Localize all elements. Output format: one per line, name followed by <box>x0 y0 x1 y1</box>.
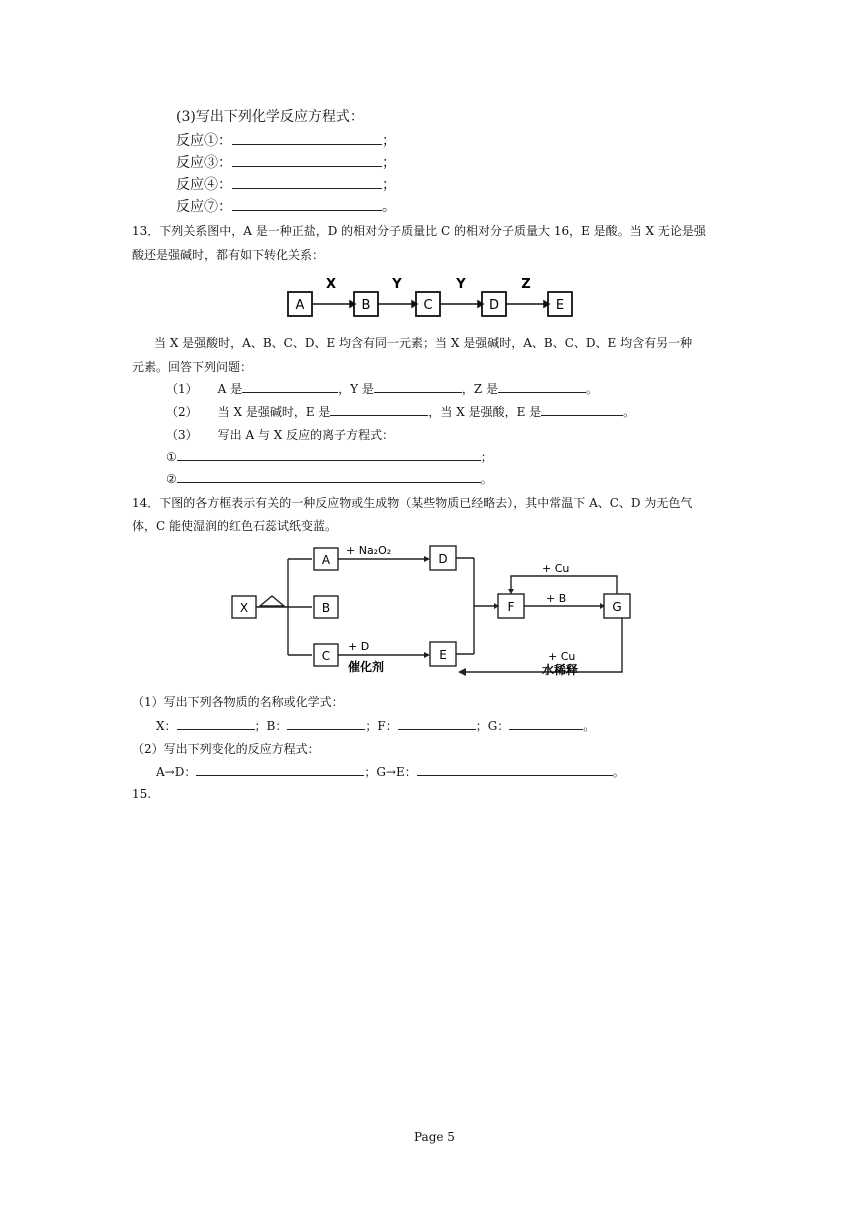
label: ；B： <box>254 719 288 733</box>
label: ；F： <box>365 719 398 733</box>
q14-intro-line2: 体，C 能使湿润的红色石蕊试纸变蓝。 <box>132 519 337 533</box>
q13-sub3 <box>166 426 394 443</box>
page-number: Page 5 <box>414 1130 455 1144</box>
arrow-head <box>458 668 466 676</box>
box-c <box>416 292 440 316</box>
line-end: 。 <box>612 765 625 779</box>
answer-blank[interactable] <box>417 763 613 776</box>
box-e-label: E <box>439 648 447 662</box>
item-number: （3） <box>166 428 198 442</box>
label: ，当 X 是强酸，E 是 <box>428 405 542 419</box>
line-end: 。 <box>583 719 596 733</box>
line-end: 。 <box>586 382 599 396</box>
box-f-label: F <box>507 600 515 614</box>
reaction-label: 反应⑦： <box>176 199 232 215</box>
arrow-head <box>424 652 430 658</box>
q13-sub2 <box>166 403 635 420</box>
box-e <box>548 292 572 316</box>
answer-blank[interactable] <box>509 717 583 730</box>
label-dilute: 水稀释 <box>542 663 579 677</box>
box-b-label: B <box>321 601 331 615</box>
line-end: 。 <box>382 199 396 215</box>
answer-blank[interactable] <box>177 717 255 730</box>
line-end: ； <box>480 450 493 464</box>
label-plus-cu-top: + Cu <box>542 562 570 575</box>
arrow-head <box>508 589 514 594</box>
svg-text:D: D <box>488 298 500 313</box>
answer-blank[interactable] <box>330 403 428 416</box>
answer-blank[interactable] <box>232 154 382 167</box>
svg-text:C: C <box>423 298 433 313</box>
answer-blank[interactable] <box>177 470 481 483</box>
q13-para-line1: 当 X 是强酸时，A、B、C、D、E 均含有同一元素；当 X 是强碱时，A、B、C、D、E 均含有另一种 <box>154 336 693 350</box>
arrow-label-z: Z <box>521 277 531 292</box>
reaction-line-1 <box>176 130 396 150</box>
label: 写出 A 与 X 反应的离子方程式： <box>217 428 395 442</box>
box-x-label: X <box>239 601 249 615</box>
line-end: ； <box>382 177 396 193</box>
q13-para-line2: 元素。回答下列问题： <box>132 360 253 374</box>
q14-sub1: （1）写出下列各物质的名称或化学式： <box>132 695 344 709</box>
q13-conversion-diagram <box>280 274 590 324</box>
line-end: ； <box>382 133 396 149</box>
box-g-label: G <box>612 600 622 614</box>
answer-blank[interactable] <box>287 717 365 730</box>
answer-blank[interactable] <box>232 198 382 211</box>
svg-text:B: B <box>361 298 371 313</box>
label: 当 X 是强碱时，E 是 <box>217 405 331 419</box>
reaction-line-3 <box>176 174 396 194</box>
answer-blank[interactable] <box>374 380 462 393</box>
line-end: 。 <box>480 472 493 486</box>
label-plus-d: + D <box>348 640 370 653</box>
box-b <box>354 292 378 316</box>
label: ，Y 是 <box>338 382 374 396</box>
label-plus-cu-bottom: + Cu <box>548 650 576 663</box>
arrow-head <box>424 556 430 562</box>
box-d-label: D <box>438 552 448 566</box>
box-c-label: C <box>321 649 331 663</box>
label-catalyst: 催化剂 <box>348 660 385 674</box>
answer-blank[interactable] <box>232 132 382 145</box>
q13-sub1 <box>166 380 598 397</box>
label: ；G： <box>475 719 510 733</box>
q15-number: 15. <box>132 787 152 801</box>
answer-blank[interactable] <box>541 403 623 416</box>
line-end: 。 <box>623 405 636 419</box>
q13-intro-line2: 酸还是强碱时，都有如下转化关系： <box>132 248 325 262</box>
label: A→D： <box>156 765 197 779</box>
label: ；G→E： <box>364 765 417 779</box>
line-end: ； <box>382 155 396 171</box>
answer-blank[interactable] <box>232 176 382 189</box>
answer-blank[interactable] <box>498 380 586 393</box>
svg-text:A: A <box>295 298 305 313</box>
eq-label: ① <box>166 450 177 464</box>
answer-blank[interactable] <box>242 380 338 393</box>
q14-sub2-answers <box>156 763 625 780</box>
q14-sub2: （2）写出下列变化的反应方程式： <box>132 742 320 756</box>
q13-intro-line1: 13．下列关系图中，A 是一种正盐，D 的相对分子质量比 C 的相对分子质量大 16，E 是酸。当 X 无论是强 <box>132 224 706 238</box>
label: ，Z 是 <box>461 382 499 396</box>
answer-blank[interactable] <box>398 717 476 730</box>
reaction-label: 反应④： <box>176 177 232 193</box>
heat-triangle-icon <box>260 596 284 606</box>
q14-intro-line1: 14．下图的各方框表示有关的一种反应物或生成物（某些物质已经略去），其中常温下 A、C、D 为无色气 <box>132 496 693 510</box>
label-plus-b: + B <box>546 592 567 605</box>
q13-eq1 <box>166 448 493 465</box>
item-number: （2） <box>166 405 198 419</box>
arrow-label-y2: Y <box>456 277 466 292</box>
eq-label: ② <box>166 472 177 486</box>
answer-blank[interactable] <box>196 763 364 776</box>
q13-eq2 <box>166 470 493 487</box>
answer-blank[interactable] <box>177 448 481 461</box>
reaction-line-2 <box>176 152 396 172</box>
arrow-label-x: X <box>325 277 337 292</box>
reaction-label: 反应③： <box>176 155 232 171</box>
box-a-label: A <box>321 553 331 567</box>
item-number: （1） <box>166 382 198 396</box>
box-a <box>288 292 312 316</box>
label: A 是 <box>217 382 243 396</box>
reaction-line-4 <box>176 196 396 216</box>
q14-sub1-answers <box>156 717 595 734</box>
label-na2o2: + Na₂O₂ <box>346 544 392 557</box>
q14-reaction-diagram <box>222 540 642 680</box>
box-d <box>482 292 506 316</box>
q12-heading: (3)写出下列化学反应方程式： <box>176 109 364 125</box>
svg-text:E: E <box>555 298 565 313</box>
reaction-label: 反应①： <box>176 133 232 149</box>
label: X： <box>156 719 177 733</box>
arrow-label-y: Y <box>392 277 402 292</box>
